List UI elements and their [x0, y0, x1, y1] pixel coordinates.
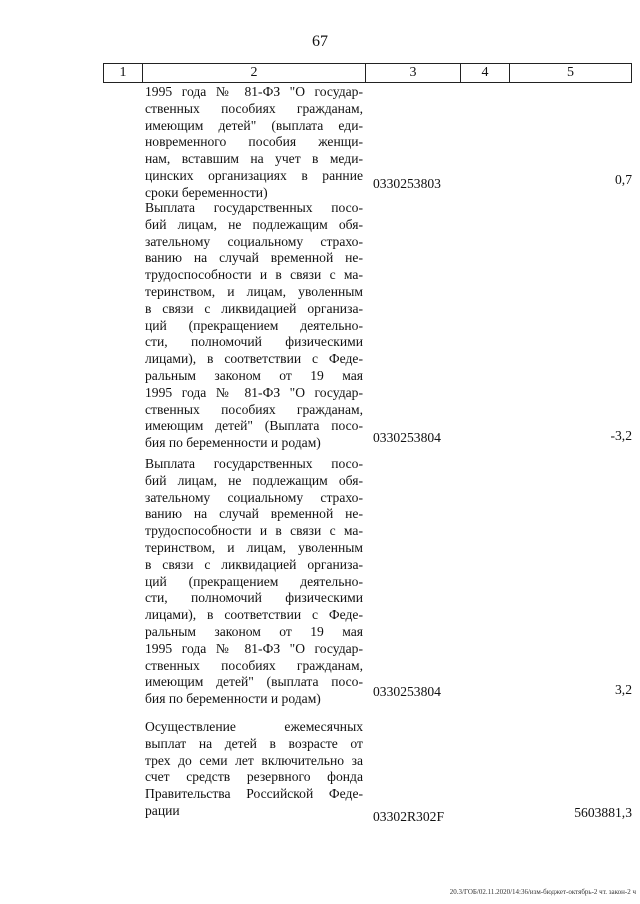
description-line: ственных пособиях гражданам,	[145, 401, 363, 417]
description-line: в связи с ликвидацией организа-	[145, 300, 363, 316]
description-line: ванию на случай временной не-	[145, 250, 363, 266]
description-line: лицами), в соответствии с Феде-	[145, 607, 363, 623]
description-line: Осуществление ежемесячных	[145, 719, 363, 734]
description-line: бий лицам, не подлежащим обя-	[145, 472, 363, 488]
description-line: ций (прекращением деятельно-	[145, 573, 363, 589]
row-code: 0330253804	[373, 430, 441, 445]
description-line: 1995 года № 81-ФЗ "О государ-	[145, 640, 363, 656]
description-line: бия по беременности и родам)	[145, 691, 321, 707]
description-line: цинских организациях в ранние	[145, 167, 363, 183]
row-amount: 5603881,3	[574, 805, 632, 820]
row-description	[145, 200, 363, 452]
description-line: сти, полномочий физическими	[145, 334, 363, 350]
description-line: зательному социальному страхо-	[145, 489, 363, 505]
description-line: имеющим детей" (Выплата посо-	[145, 418, 363, 434]
header-col-3: 3	[366, 64, 461, 82]
description-line: ральным законом от 19 мая	[145, 623, 363, 639]
description-line: бия по беременности и родам)	[145, 435, 321, 451]
description-line: в связи с ликвидацией организа-	[145, 556, 363, 572]
description-line: сроки беременности)	[145, 184, 268, 200]
description-line: трех до семи лет включительно за	[145, 752, 363, 768]
description-line: ственных пособиях гражданам,	[145, 657, 363, 673]
page-number: 67	[312, 33, 328, 50]
description-line: трудоспособности и в связи с ма-	[145, 267, 363, 283]
header-col-5: 5	[567, 65, 574, 80]
row-code: 03302R302F	[373, 809, 445, 824]
row-amount: -3,2	[610, 428, 632, 443]
row-description	[145, 719, 363, 820]
description-line: трудоспособности и в связи с ма-	[145, 523, 363, 539]
row-amount: 0,7	[615, 172, 632, 187]
description-line: Выплата государственных посо-	[145, 456, 363, 471]
description-line: сти, полномочий физическими	[145, 590, 363, 606]
description-line: ральным законом от 19 мая	[145, 367, 363, 383]
description-line: Выплата государственных посо-	[145, 200, 363, 215]
description-line: рации	[145, 802, 180, 818]
document-footer: 20.3/ГОБ/02.11.2020/14:36/изм-бюджет-октябрь-2 чт. закон-2 ч	[449, 888, 636, 896]
description-line: имеющим детей" (выплата еди-	[145, 117, 363, 133]
description-line: 1995 года № 81-ФЗ "О государ-	[145, 84, 363, 99]
description-line: имеющим детей" (выплата посо-	[145, 674, 363, 690]
description-line: Правительства Российской Феде-	[145, 786, 363, 802]
description-line: счет средств резервного фонда	[145, 769, 363, 785]
table-header-row	[103, 63, 632, 83]
description-line: ванию на случай временной не-	[145, 506, 363, 522]
description-line: бий лицам, не подлежащим обя-	[145, 216, 363, 232]
header-col-4: 4	[461, 64, 510, 82]
row-amount: 3,2	[615, 682, 632, 697]
header-col-1: 1	[104, 64, 143, 82]
description-line: ций (прекращением деятельно-	[145, 317, 363, 333]
header-col-2: 2	[143, 64, 366, 82]
description-line: 1995 года № 81-ФЗ "О государ-	[145, 384, 363, 400]
description-line: зательному социальному страхо-	[145, 233, 363, 249]
description-line: выплат на детей в возрасте от	[145, 735, 363, 751]
row-code: 0330253803	[373, 176, 441, 191]
row-code: 0330253804	[373, 684, 441, 699]
description-line: нам, вставшим на учет в меди-	[145, 151, 363, 167]
description-line: ственных пособиях гражданам,	[145, 100, 363, 116]
row-description	[145, 84, 363, 202]
description-line: новременного пособия женщи-	[145, 134, 363, 150]
description-line: теринством, и лицам, уволенным	[145, 283, 363, 299]
row-description	[145, 456, 363, 708]
description-line: лицами), в соответствии с Феде-	[145, 351, 363, 367]
description-line: теринством, и лицам, уволенным	[145, 539, 363, 555]
